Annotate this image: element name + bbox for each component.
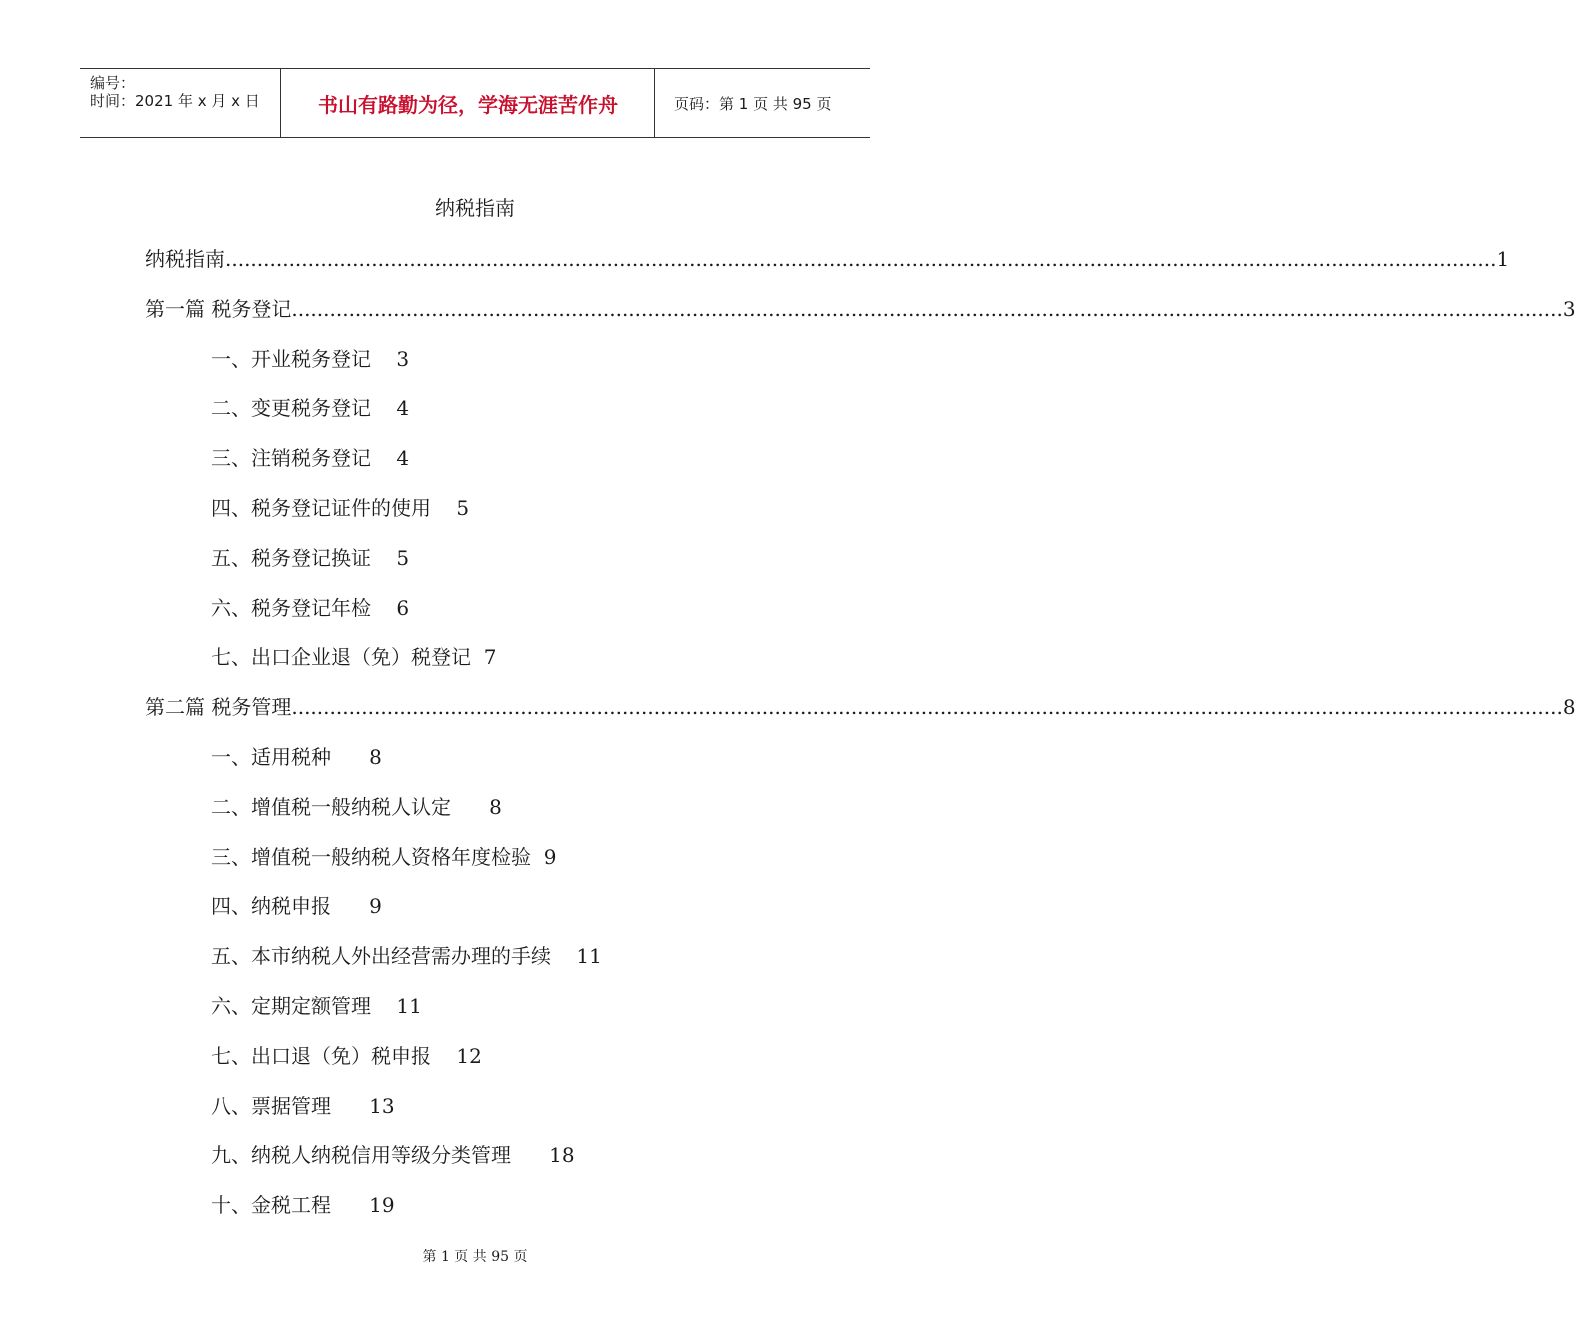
header-page-info-text: 页码：第 1 页 共 95 页 xyxy=(674,94,832,113)
header-meta xyxy=(80,69,280,137)
toc-chapter-entry xyxy=(145,296,1576,322)
header-page-info xyxy=(664,69,870,137)
toc-section-entry: 一、开业税务登记 3 xyxy=(211,346,410,371)
toc-section-entry: 一、适用税种 8 xyxy=(211,745,382,769)
toc-leader-dots: ........................................................................................................................................................................................................ xyxy=(225,247,1497,271)
toc-section-entry: 五、税务登记换证 5 xyxy=(211,545,410,570)
header-date: 时间：2021 年 x 月 x 日 xyxy=(90,92,260,110)
toc-leader-dots: ........................................................................................................................................................................................................ xyxy=(291,695,1563,720)
toc-section-entry: 二、变更税务登记 4 xyxy=(211,396,410,421)
toc-section-entry: 六、定期定额管理 11 xyxy=(211,994,422,1018)
toc-section-entry: 七、出口退（免）税申报 12 xyxy=(211,1043,482,1068)
toc-section-entry: 六、税务登记年检 6 xyxy=(211,595,410,620)
toc-section-entry: 三、增值税一般纳税人资格年度检验 9 xyxy=(211,844,557,869)
toc-section-entry: 四、税务登记证件的使用 5 xyxy=(211,496,470,520)
toc-section-entry: 四、纳税申报 9 xyxy=(211,894,382,919)
toc-entry-title: 第二篇 税务管理 xyxy=(145,695,292,720)
header-number-label: 编号： xyxy=(90,74,136,92)
toc-section-entry: 八、票据管理 13 xyxy=(211,1093,395,1118)
toc-entry-page: 3 xyxy=(1562,296,1576,321)
toc-entry-page: 8 xyxy=(1562,695,1576,720)
page-footer: 第 1 页 共 95 页 xyxy=(422,1249,528,1265)
toc-section-entry: 七、出口企业退（免）税登记 7 xyxy=(211,645,497,670)
header-motto: 书山有路勤为径，学海无涯苦作舟 xyxy=(318,92,618,117)
header-divider xyxy=(654,69,655,137)
toc-section-entry: 二、增值税一般纳税人认定 8 xyxy=(211,794,502,819)
toc-section-entry: 九、纳税人纳税信用等级分类管理 18 xyxy=(211,1143,575,1168)
toc-entry-title: 第一篇 税务登记 xyxy=(145,296,292,321)
header-divider xyxy=(280,69,281,137)
toc-chapter-entry xyxy=(145,246,1510,272)
toc-entry-page: 1 xyxy=(1496,247,1510,271)
toc-section-entry: 五、本市纳税人外出经营需办理的手续 11 xyxy=(211,944,602,969)
document-title: 纳税指南 xyxy=(435,196,515,220)
toc-section-entry: 三、注销税务登记 4 xyxy=(211,446,410,471)
toc-entry-title: 纳税指南 xyxy=(145,247,225,271)
header-table xyxy=(80,68,870,138)
toc-section-entry: 十、金税工程 19 xyxy=(211,1193,395,1218)
toc-chapter-entry xyxy=(145,694,1576,720)
toc-leader-dots: ........................................................................................................................................................................................................ xyxy=(291,296,1563,321)
